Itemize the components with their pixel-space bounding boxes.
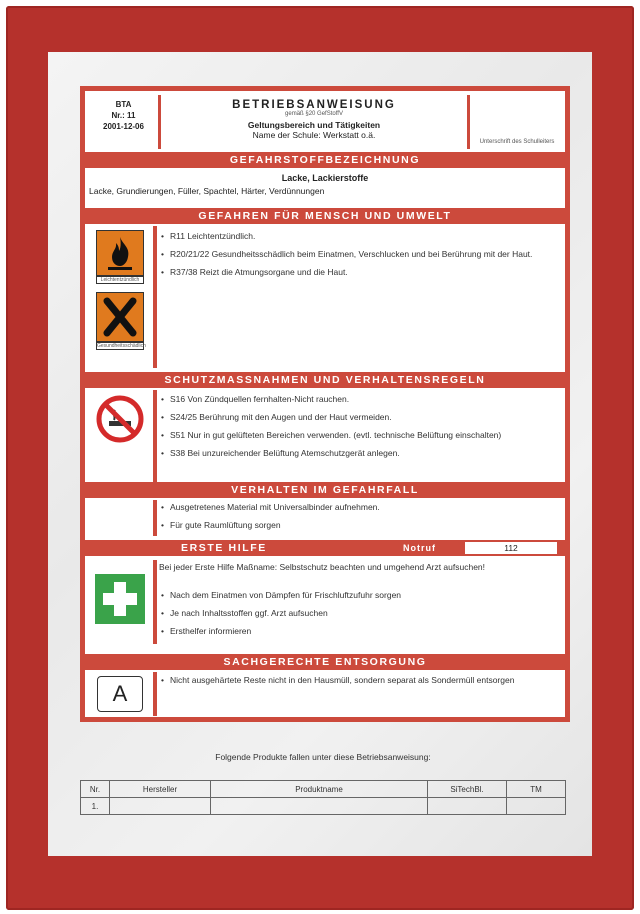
list-item: • R11 Leichtentzündlich. — [161, 231, 557, 242]
disposal-icon-cell — [89, 672, 157, 716]
list-item: • Für gute Raumlüftung sorgen — [161, 520, 557, 531]
page-title: BETRIEBSANWEISUNG — [232, 99, 396, 111]
list-item: • S24/25 Berührung mit den Augen und der Haut vermeiden. — [161, 412, 557, 423]
section-title-hazards: GEFAHREN FÜR MENSCH UND UMWELT — [85, 208, 565, 224]
table-cell — [211, 798, 428, 815]
table-cell — [428, 798, 507, 815]
list-item: • S38 Bei unzureichender Belüftung Atemschutzgerät anlegen. — [161, 448, 557, 459]
first-aid-header — [85, 540, 565, 556]
header-school-name: Name der Schule: Werkstatt o.ä. — [252, 130, 376, 140]
operating-instruction-sheet — [80, 86, 570, 722]
list-item: • Ausgetretenes Material mit Universalbinder aufnehmen. — [161, 502, 557, 513]
emergency-icon-cell — [89, 500, 157, 536]
table-cell: 1. — [81, 798, 110, 815]
list-item: • S16 Von Zündquellen fernhalten-Nicht rauchen. — [161, 394, 557, 405]
list-item: • Je nach Inhaltsstoffen ggf. Arzt aufsuchen — [161, 608, 557, 619]
section-title-protection: SCHUTZMASSNAHMEN UND VERHALTENSREGELN — [85, 372, 565, 388]
section-title-emergency: VERHALTEN IM GEFAHRFALL — [85, 482, 565, 498]
header-code-line2: Nr.: 11 — [111, 111, 136, 120]
header-scope-label: Geltungsbereich und Tätigkeiten — [247, 120, 381, 130]
column-header: SiTechBl. — [428, 781, 507, 798]
list-item: • Ersthelfer informieren — [161, 626, 557, 637]
substance-name: Lacke, Lackierstoffe — [281, 173, 369, 183]
first-aid-list — [161, 590, 557, 644]
section-title-hazard-name: GEFAHRSTOFFBEZEICHNUNG — [85, 152, 565, 168]
disposal-list — [161, 675, 557, 693]
first-aid-cross-icon — [95, 574, 145, 624]
column-header: TM — [507, 781, 566, 798]
header-date: 2001-12-06 — [103, 122, 144, 131]
no-smoking-icon — [95, 394, 145, 449]
header-title-box — [164, 95, 464, 149]
column-header: Produktname — [211, 781, 428, 798]
list-item: • Nach dem Einatmen von Dämpfen für Frischluftzufuhr sorgen — [161, 590, 557, 601]
header-subtitle: gemäß §20 GefStoffV — [285, 111, 343, 117]
section-title-disposal: SACHGERECHTE ENTSORGUNG — [85, 654, 565, 670]
substances-list: Lacke, Grundierungen, Füller, Spachtel, Härter, Verdünnungen — [89, 186, 325, 196]
emergency-call-label: Notruf — [403, 543, 436, 553]
column-header: Hersteller — [110, 781, 211, 798]
table-row — [81, 798, 566, 815]
first-aid-icon-cell — [89, 560, 157, 644]
table-header-row — [81, 781, 566, 798]
header-signature-box — [467, 95, 564, 149]
products-table — [80, 780, 566, 815]
flame-icon — [96, 230, 144, 276]
list-item: • Nicht ausgehärtete Reste nicht in den Hausmüll, sondern separat als Sondermüll entsorgen — [161, 675, 557, 686]
list-item: • R20/21/22 Gesundheitsschädlich beim Einatmen, Verschlucken und bei Berührung mit der Haut. — [161, 249, 557, 260]
hazard-name-content — [89, 170, 561, 204]
list-item: • S51 Nur in gut gelüfteten Bereichen verwenden. (evtl. technische Belüftung einschalten) — [161, 430, 557, 441]
table-cell — [110, 798, 211, 815]
protection-list — [161, 394, 557, 466]
disposal-letter-icon: A — [97, 676, 143, 712]
header-code-box — [89, 95, 161, 149]
hazard-pictogram-cell — [89, 226, 157, 368]
column-header: Nr. — [81, 781, 110, 798]
header-signature-label: Unterschrift des Schulleiters — [479, 139, 555, 145]
emergency-call-number: 112 — [465, 542, 557, 554]
flame-pictogram-label: Leichtentzündlich — [96, 276, 144, 284]
harmful-pictogram-label: Gesundheitsschädlich — [97, 343, 146, 349]
section-title-first-aid: ERSTE HILFE — [181, 542, 267, 554]
emergency-list — [161, 502, 557, 538]
header-code-line1: BTA — [115, 100, 132, 109]
harmful-x-icon — [96, 292, 144, 342]
table-cell — [507, 798, 566, 815]
protection-pictogram-cell — [89, 390, 157, 482]
first-aid-intro: Bei jeder Erste Hilfe Maßname: Selbstschutz beachten und umgehend Arzt aufsuchen! — [159, 562, 486, 572]
hazards-list — [161, 231, 557, 285]
products-caption: Folgende Produkte fallen unter diese Betriebsanweisung: — [215, 752, 431, 762]
list-item: • R37/38 Reizt die Atmungsorgane und die Haut. — [161, 267, 557, 278]
